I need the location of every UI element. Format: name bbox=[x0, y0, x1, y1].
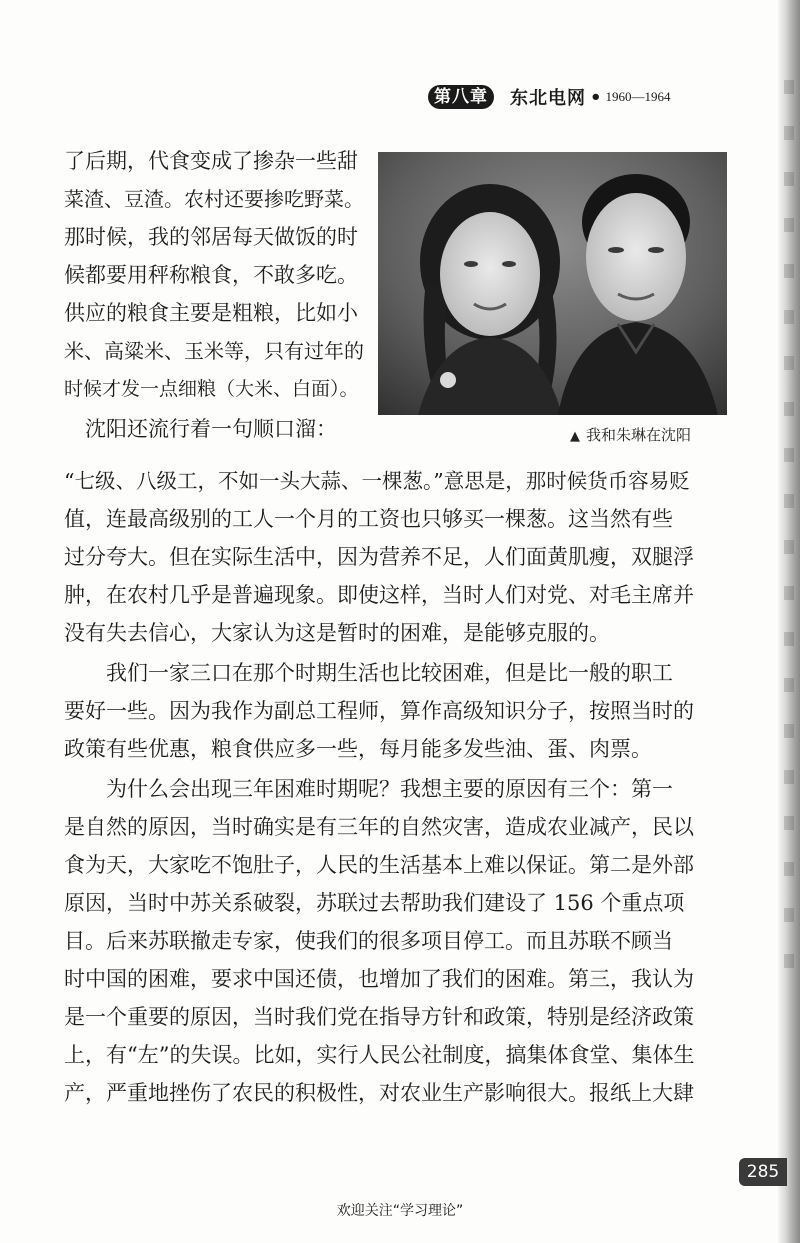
header-separator: • bbox=[590, 86, 602, 108]
body-line: 是一个重要的原因，当时我们党在指导方针和政策，特别是经济政策 bbox=[64, 1005, 694, 1029]
chapter-badge: 第八章 bbox=[428, 85, 494, 109]
body-line: 沈阳还流行着一句顺口溜： bbox=[64, 417, 337, 441]
body-line: 政策有些优惠，粮食供应多一些，每月能多发些油、蛋、肉票。 bbox=[64, 737, 652, 761]
body-line: 时中国的困难，要求中国还债，也增加了我们的困难。第三，我认为 bbox=[64, 967, 694, 991]
body-line: 为什么会出现三年困难时期呢？我想主要的原因有三个：第一 bbox=[64, 777, 673, 801]
body-line: 要好一些。因为我作为副总工程师，算作高级知识分子，按照当时的 bbox=[64, 699, 694, 723]
body-line: 候都要用秤称粮食，不敢多吃。 bbox=[64, 263, 358, 287]
body-line: 目。后来苏联撤走专家，使我们的很多项目停工。而且苏联不顾当 bbox=[64, 929, 673, 953]
chapter-years: 1960—1964 bbox=[605, 89, 671, 104]
body-line: 食为天，大家吃不饱肚子，人民的生活基本上难以保证。第二是外部 bbox=[64, 853, 694, 877]
body-line: 肿，在农村几乎是普遍现象。即使这样，当时人们对党、对毛主席并 bbox=[64, 583, 694, 607]
body-line: 值，连最高级别的工人一个月的工资也只够买一棵葱。这当然有些 bbox=[64, 507, 673, 531]
body-line: 了后期，代食变成了掺杂一些甜 bbox=[64, 149, 358, 173]
triangle-up-icon: ▲ bbox=[570, 429, 580, 444]
chapter-title: 东北电网 bbox=[510, 88, 586, 109]
body-line: 米、高粱米、玉米等，只有过年的 bbox=[64, 339, 364, 363]
body-line: 那时候，我的邻居每天做饭的时 bbox=[64, 225, 358, 249]
body-line: 供应的粮食主要是粗粮，比如小 bbox=[64, 301, 358, 325]
body-line: 上，有“左”的失误。比如，实行人民公社制度，搞集体食堂、集体生 bbox=[64, 1043, 695, 1067]
body-line: 我们一家三口在那个时期生活也比较困难，但是比一般的职工 bbox=[64, 661, 673, 685]
photo-caption bbox=[570, 424, 691, 445]
body-line: “七级、八级工，不如一头大蒜、一棵葱。”意思是，那时候货币容易贬 bbox=[64, 469, 690, 493]
body-line: 原因，当时中苏关系破裂，苏联过去帮助我们建设了 156 个重点项 bbox=[64, 891, 685, 915]
spine-text-bleed bbox=[784, 80, 794, 980]
footer-note: 欢迎关注“学习理论” bbox=[336, 1203, 464, 1219]
body-line: 时候才发一点细粮（大米、白面）。 bbox=[64, 378, 359, 400]
body-line: 菜渣、豆渣。农村还要掺吃野菜。 bbox=[64, 187, 364, 211]
couple-photo-image bbox=[378, 152, 727, 415]
couple-photo bbox=[378, 152, 727, 415]
photo-caption-text: 我和朱琳在沈阳 bbox=[586, 426, 692, 444]
running-header bbox=[428, 84, 671, 110]
page-spine-shadow bbox=[778, 0, 800, 1243]
body-line: 过分夸大。但在实际生活中，因为营养不足，人们面黄肌瘦，双腿浮 bbox=[64, 545, 694, 569]
body-line: 产，严重地挫伤了农民的积极性，对农业生产影响很大。报纸上大肆 bbox=[64, 1081, 694, 1105]
page-number: 285 bbox=[739, 1158, 787, 1186]
body-line: 是自然的原因，当时确实是有三年的自然灾害，造成农业减产，民以 bbox=[64, 815, 694, 839]
body-line: 没有失去信心，大家认为这是暂时的困难，是能够克服的。 bbox=[64, 621, 610, 645]
